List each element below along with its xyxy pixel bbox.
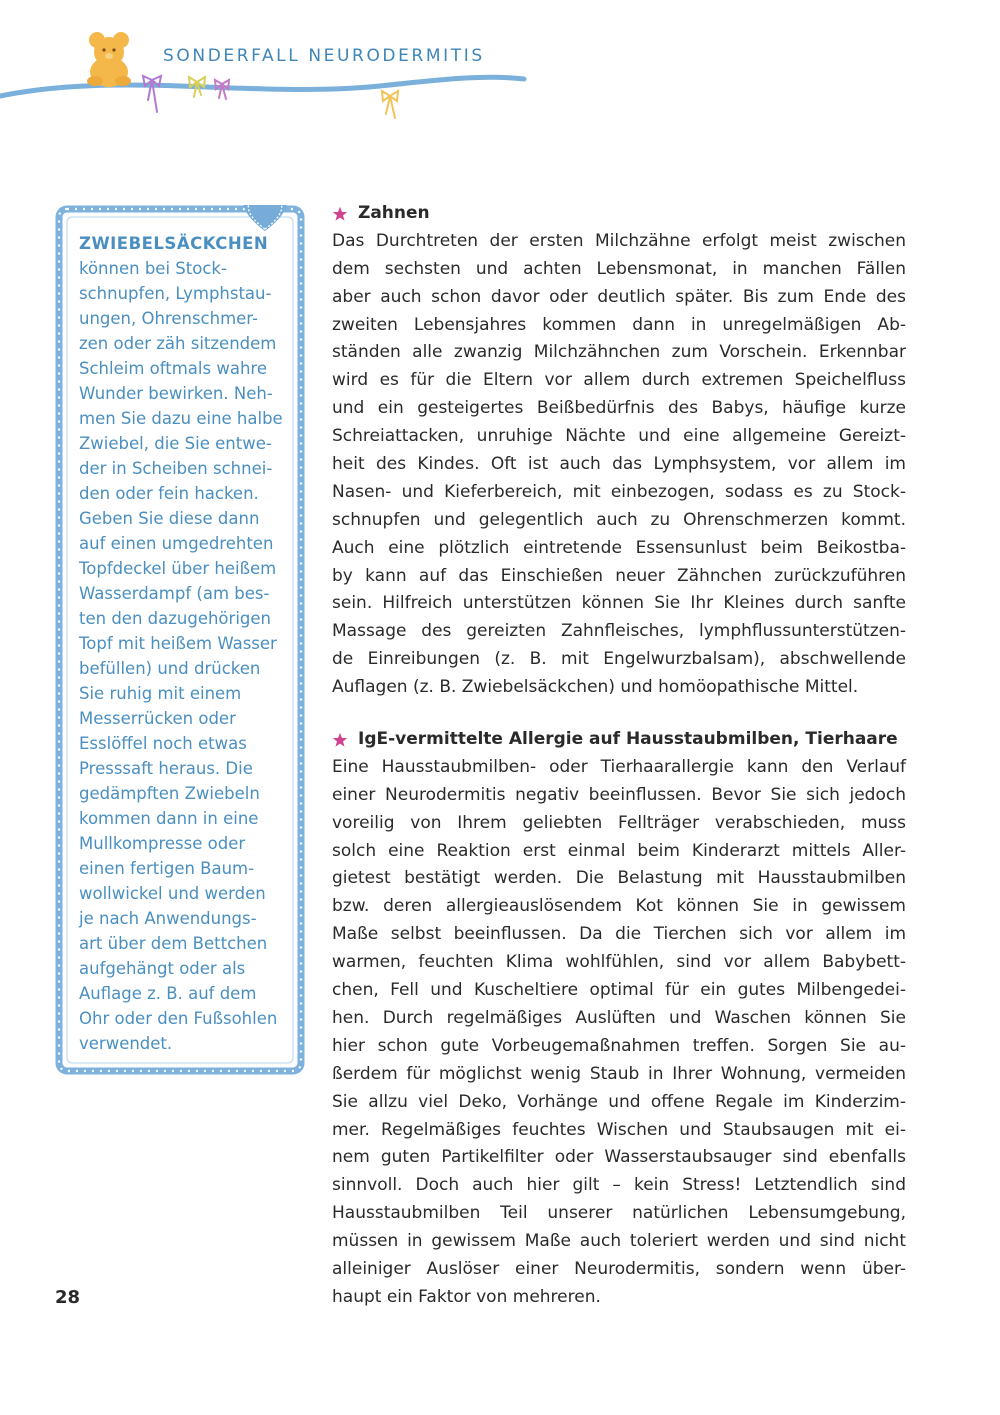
text-line: Massage des gereizten Zahnfleisches, lymphflussunterstützen-	[332, 621, 906, 642]
text-line: de Einreibungen (z. B. mit Engelwurzbalsam), abschwellende	[332, 649, 906, 670]
text-line: Eine Hausstaubmilben- oder Tierhaarallergie kann den Verlauf	[332, 756, 906, 777]
text-line: warmen, feuchten Klima wohlfühlen, sind vor allem Babybett-	[332, 952, 906, 973]
teddy-bear-icon	[87, 32, 131, 87]
text-line: haupt ein Faktor von mehreren.	[332, 1286, 601, 1307]
tip-line: den oder fein hacken.	[79, 484, 259, 503]
tip-line: einen fertigen Baum-	[79, 859, 255, 878]
tip-line: Esslöffel noch etwas	[79, 734, 247, 753]
text-line: Auflagen (z. B. Zwiebelsäckchen) und homöopathische Mittel.	[332, 677, 859, 698]
tip-line: aufgehängt oder als	[79, 959, 246, 978]
text-line: zweiten Lebensjahres kommen dann in unregelmäßigen Ab-	[332, 314, 906, 335]
tip-line: schnupfen, Lymphstau-	[79, 284, 272, 303]
tip-line: verwendet.	[79, 1034, 173, 1053]
tip-line: art über dem Bettchen	[79, 934, 268, 953]
text-line: wird es für die Eltern vor allem durch extremen Speichelfluss	[332, 370, 906, 391]
tip-line: Wunder bewirken. Neh-	[79, 384, 273, 403]
text-line: hier schon gute Vorbeugemaßnahmen treffen. Sorgen Sie au-	[332, 1035, 906, 1056]
text-line: ständen alle zwanzig Milchzähnchen zum Vorschein. Erkennbar	[332, 342, 906, 363]
text-line: Das Durchtreten der ersten Milchzähne erfolgt meist zwischen	[332, 230, 906, 251]
text-line: einer Neurodermitis negativ beeinflussen. Bevor Sie sich jedoch	[332, 784, 906, 805]
tip-line: Mullkompresse oder	[79, 834, 246, 853]
tip-line: Presssaft heraus. Die	[79, 759, 253, 778]
tip-line: Geben Sie diese dann	[79, 509, 260, 528]
tip-line: Messerrücken oder	[79, 709, 236, 728]
star-icon	[332, 206, 348, 222]
tip-line: der in Scheiben schnei-	[79, 459, 273, 478]
star-icon	[332, 732, 348, 748]
tip-line: gedämpften Zwiebeln	[79, 784, 260, 803]
text-line: mer. Regelmäßiges feuchtes Wischen und Staubsaugen mit ei-	[332, 1119, 906, 1140]
tip-line: Ohr oder den Fußsohlen	[79, 1009, 278, 1028]
tip-line: ten den dazugehörigen	[79, 609, 271, 628]
tip-box-text	[79, 231, 293, 1056]
tip-line: befüllen) und drücken	[79, 659, 261, 678]
text-line: und ein gesteigertes Beißbedürfnis des Babys, häufige kurze	[332, 398, 906, 419]
page-number: 28	[55, 1287, 81, 1308]
text-line: Hausstaubmilben Teil unserer natürlichen Lebensumgebung,	[332, 1203, 906, 1224]
text-line: sinnvoll. Doch auch hier gilt – kein Stress! Letztendlich sind	[332, 1175, 906, 1196]
text-line: aber auch schon davor oder deutlich später. Bis zum Ende des	[332, 286, 906, 307]
section-allergie	[332, 726, 906, 1312]
section-heading-text: Zahnen	[358, 203, 430, 223]
tip-line: zen oder zäh sitzendem	[79, 334, 277, 353]
text-line: heit des Kindes. Oft ist auch das Lymphsystem, vor allem im	[332, 454, 906, 475]
text-line: nem guten Partikelfilter oder Wasserstaubsauger sind ebenfalls	[332, 1147, 906, 1168]
section-heading	[332, 200, 906, 228]
header-title: SONDERFALL NEURODERMITIS	[163, 46, 485, 66]
text-line: voreilig von Ihrem geliebten Fellträger verabschieden, muss	[332, 812, 906, 833]
text-line: Schreiattacken, unruhige Nächte und eine allgemeine Gereizt-	[332, 426, 906, 447]
text-line: dem sechsten und achten Lebensmonat, in manchen Fällen	[332, 258, 906, 279]
tip-line: ungen, Ohrenschmer-	[79, 309, 258, 328]
tip-line: Wasserdampf (am bes-	[79, 584, 270, 603]
ribbon-bow-icon	[143, 76, 398, 118]
tip-line: je nach Anwendungs-	[79, 909, 257, 928]
section-heading	[332, 726, 906, 754]
text-line: hen. Durch regelmäßiges Auslüften und Waschen können Sie	[332, 1007, 906, 1028]
tip-line: men Sie dazu eine halbe	[79, 409, 283, 428]
main-content	[332, 200, 906, 1312]
ribbon-line	[0, 77, 524, 96]
text-line: Maße selbst beeinflussen. Da die Tierchen sich vor allem im	[332, 924, 906, 945]
section-heading-text: IgE-vermittelte Allergie auf Hausstaubmilben, Tierhaare	[358, 729, 898, 750]
tip-box-title: ZWIEBELSÄCKCHEN	[79, 234, 269, 253]
tip-line: Zwiebel, die Sie entwe-	[79, 434, 272, 453]
text-line: sein. Hilfreich unterstützen können Sie Ihr Kleines durch sanfte	[332, 593, 906, 614]
text-line: schnupfen und gelegentlich auch zu Ohrenschmerzen kommt.	[332, 509, 906, 530]
tip-line: wollwickel und werden	[79, 884, 266, 903]
section-zahnen	[332, 200, 906, 702]
text-line: Sie allzu viel Deko, Vorhänge und offene Regale im Kinderzim-	[332, 1091, 906, 1112]
text-line: bzw. deren allergieauslösendem Kot können Sie in gewissem	[332, 896, 906, 917]
heart-icon	[243, 205, 287, 231]
text-line: chen, Fell und Kuscheltiere optimal für ein gutes Milbengedei-	[332, 980, 906, 1001]
tip-line: Topf mit heißem Wasser	[79, 634, 277, 653]
text-line: ßerdem für möglichst wenig Staub in Ihrer Wohnung, vermeiden	[332, 1063, 906, 1084]
text-line: Auch eine plötzlich eintretende Essensunlust beim Beikostba-	[332, 537, 906, 558]
tip-line: Sie ruhig mit einem	[79, 684, 242, 703]
text-line: solch eine Reaktion erst einmal beim Kinderarzt mittels Aller-	[332, 840, 906, 861]
text-line: by kann auf das Einschießen neuer Zähnchen zurückzuführen	[332, 565, 906, 586]
tip-box	[55, 205, 305, 1075]
tip-line: Schleim oftmals wahre	[79, 359, 267, 378]
tip-line: können bei Stock-	[79, 259, 227, 278]
text-line: gietest bestätigt werden. Die Belastung mit Hausstaubmilben	[332, 868, 906, 889]
tip-line: Auflage z. B. auf dem	[79, 984, 257, 1003]
tip-line: Topfdeckel über heißem	[79, 559, 277, 578]
tip-line: kommen dann in eine	[79, 809, 259, 828]
tip-line: auf einen umgedrehten	[79, 534, 274, 553]
text-line: Nasen- und Kieferbereich, mit einbezogen, sodass es zu Stock-	[332, 481, 906, 502]
text-line: müssen in gewissem Maße auch toleriert werden und sind nicht	[332, 1231, 906, 1252]
text-line: alleiniger Auslöser einer Neurodermitis, sondern wenn über-	[332, 1258, 906, 1279]
